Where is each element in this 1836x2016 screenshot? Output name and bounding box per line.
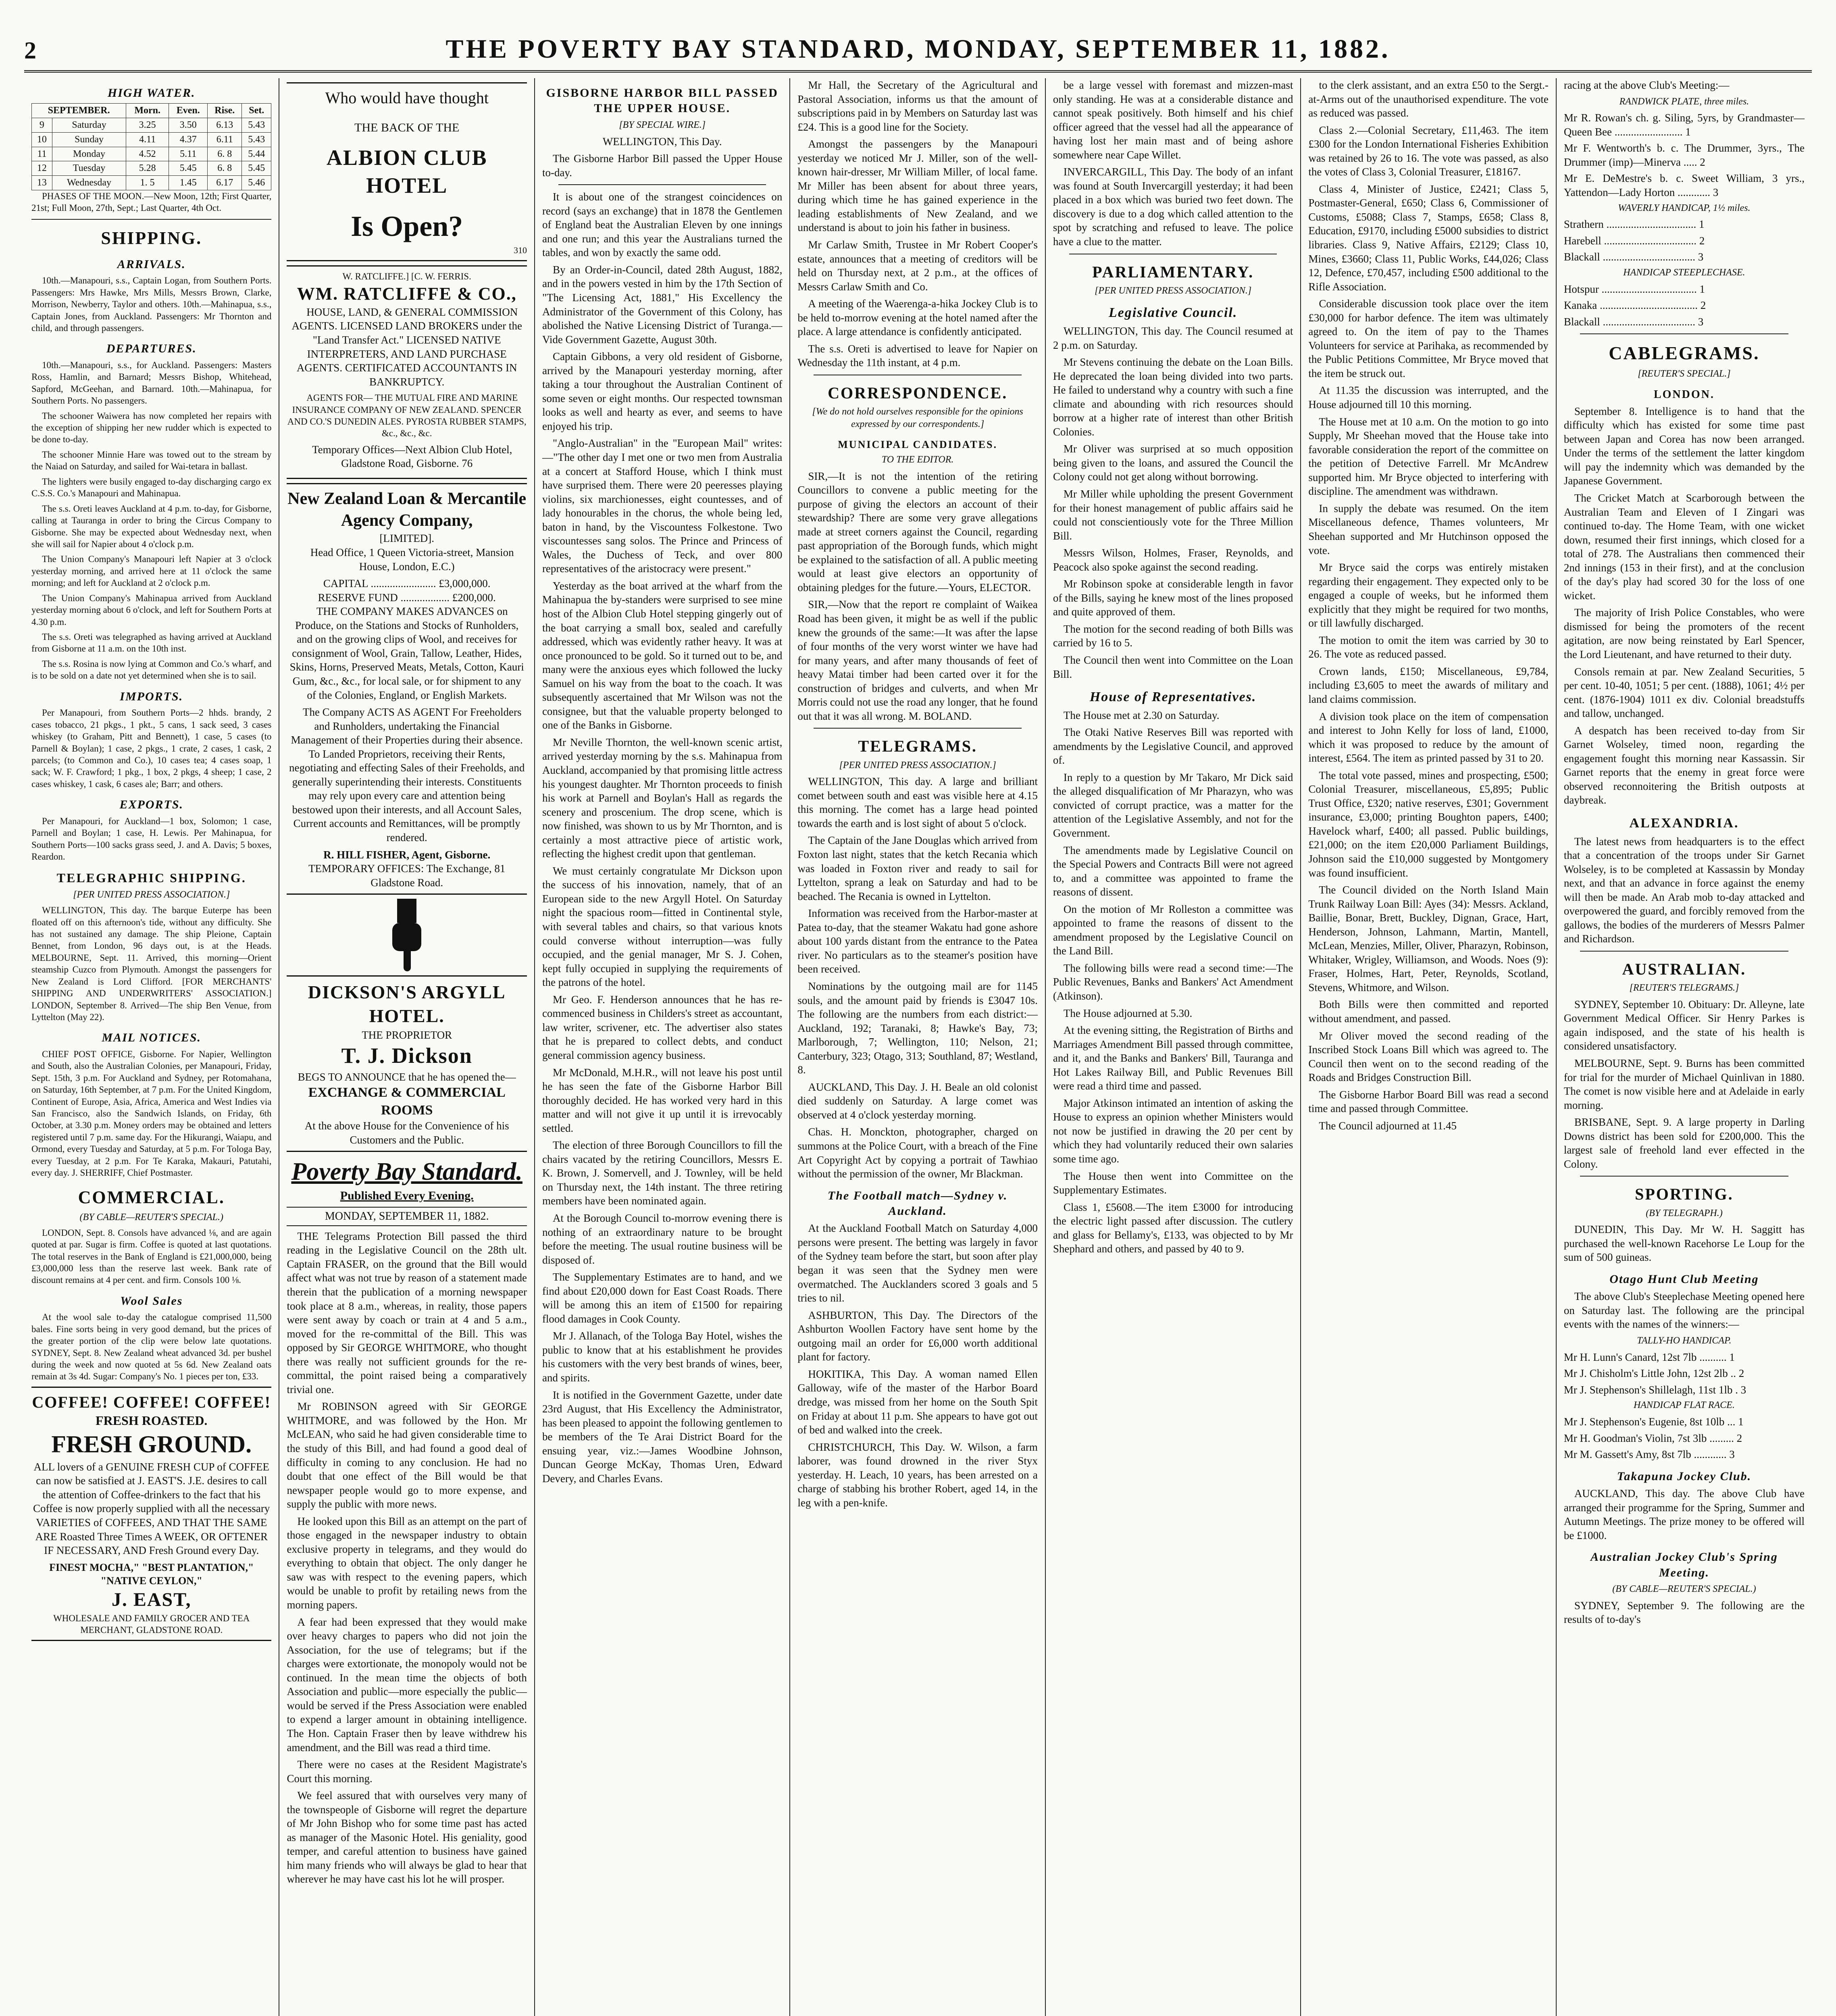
race-1-title: RANDWICK PLATE, three miles. xyxy=(1619,96,1749,107)
race-entry: Hotspur ................................... 1 xyxy=(1563,283,1705,295)
dickson-rooms: EXCHANGE & COMMERCIAL ROOMS xyxy=(308,1085,506,1118)
paragraph: The total vote passed, mines and prospecting, £500; Colonial Treasurer, miscellaneous, £5,895; Public Trust Office, £320; native reserves, £301; Government insurance, £3,000; printing Boughton papers, £400; Havelock wharf, £400; all passed. Public buildings, £21,000; on the item £20,000 Parliament Buildings, Johnson said the £10,000 suggested by Montgomery was found insufficient. xyxy=(1308,769,1549,879)
mail-heading: MAIL NOTICES. xyxy=(102,1031,202,1045)
paragraph: Class 4, Minister of Justice, £2421; Class 5, Postmaster-General, £650; Class 6, Commissioner of Customs, £5088; Class 7, Stamps, £658; Class 8, Education, £9170, including £5000 subsidies to district libraries. Class 9, Native Affairs, £2129; Class 10, Mines, £3660; Class 11, Public Works, £44,026; Class 12, Defence, £70,457, including £500 additional to the Rifle Association. xyxy=(1308,183,1549,293)
race-entry: Mr E. DeMestre's b. c. Sweet William, 3 yrs., Yattendon—Lady Horton ............ 3 xyxy=(1563,172,1805,198)
paragraph: The Union Company's Mahinapua arrived from Auckland yesterday morning about 6 o'clock, and left for Southern Ports at 4.30 p.m. xyxy=(31,593,272,627)
tide-header-cell: Rise. xyxy=(208,104,242,118)
shipping-heading: SHIPPING. xyxy=(101,228,202,248)
australian-heading: AUSTRALIAN. xyxy=(1622,960,1746,978)
race-entry: Blackall .................................. 3 xyxy=(1563,315,1704,328)
harbor-bill-text: The Gisborne Harbor Bill passed the Upper House to-day. xyxy=(542,152,783,179)
paragraph: The majority of Irish Police Constables, who were dismissed for being the promoters of the recent agitation, are now being reinstated by Earl Spencer, the Lord Lieutenant, and have returned to their duty. xyxy=(1563,606,1805,660)
paragraph: A meeting of the Waerenga-a-hika Jockey Club is to be held to-morrow evening at the hotel named after the place. A large attendance is confidently anticipated. xyxy=(797,298,1038,338)
ratcliffe-offices: Temporary Offices—Next Albion Club Hotel, Gladstone Road, Gisborne. 76 xyxy=(312,443,512,470)
tide-cell: 5.43 xyxy=(242,118,271,133)
paragraph: Yesterday as the boat arrived at the wharf from the Mahinapua the by-standers were surprised to see mine host of the Albion Club Hotel stepping gingerly out of the boat carrying a small box, sealed and carefully addressed, which was evidently rather heavy. It was at once pronounced to be gold. So it turned out to be, and many were the anxious eyes which followed the lucky Samuel on his way from the boat to the coach. It was subsequently ascertained that Mr Wilson was not the consignee, but that the valuable property belonged to one of the Banks in Gisborne. xyxy=(542,579,783,731)
wool-heading: Wool Sales xyxy=(120,1294,183,1308)
paragraph: Mr Oliver moved the second reading of the Inscribed Stock Loans Bill which was agreed to. The Council then went on to the second reading of the Roads and Bridges Construction Bill. xyxy=(1308,1029,1549,1084)
dickson-body: BEGS TO ANNOUNCE that he has opened the— xyxy=(298,1070,516,1083)
race-entry: Mr J. Chisholm's Little John, 12st 2lb .. 2 xyxy=(1563,1367,1744,1380)
albion-number: 310 xyxy=(513,245,527,255)
otago-text: The above Club's Steeplechase Meeting opened here on Saturday last. The following are the principal events with the names of the winners:— xyxy=(1563,1290,1805,1331)
paragraph: MELBOURNE, Sept. 9. Burns has been committed for trial for the murder of Michael Quinlivan in 1880. The comet is now visible here and at Adelaide in early morning. xyxy=(1563,1057,1805,1111)
otago-heading: Otago Hunt Club Meeting xyxy=(1609,1272,1759,1286)
paragraph: The election of three Borough Councillors to fill the chairs vacated by the retiring Councillors, Messrs E. K. Brown, J. Somervell, and J. Townley, will be held on Thursday next, the 14th instant. The three retiring members have been nominated again. xyxy=(542,1139,783,1207)
alexandria-heading: ALEXANDRIA. xyxy=(1629,816,1739,831)
editorial xyxy=(287,1229,527,1886)
flat-results xyxy=(1564,1415,1805,1462)
paragraph: Mr Neville Thornton, the well-known scenic artist, arrived yesterday morning by the s.s. Mahinapua from Auckland, accompanied by that promising little actress his youngest daughter. Mr Thornton proceeds to finish his work at Parnell and Boylan's Hall as regards the scenery and proscenium. The drop scene, which is now finished, was shown to us by Mr Thornton, and is certainly a most attractive piece of artistic work, reflecting the highest credit upon that gentleman. xyxy=(542,736,783,860)
paragraph: The Union Company's Manapouri left Napier at 3 o'clock yesterday morning, and arrived here at 11 o'clock the same morning; and left for Auckland at 2 o'clock p.m. xyxy=(31,554,272,588)
paragraph: Mr Hall, the Secretary of the Agricultural and Pastoral Association, informs us that the amount of subscriptions paid in by Members on Saturday last was £24. This is a good line for the Society. xyxy=(797,79,1038,133)
coffee-line-1: COFFEE! COFFEE! COFFEE! xyxy=(32,1393,271,1411)
paragraph: The s.s. Oreti was telegraphed as having arrived at Auckland from Gisborne at 11 a.m. on the 10th inst. xyxy=(31,632,272,654)
nz-loan-body: THE COMPANY MAKES ADVANCES on Produce, on the Stations and Stocks of Runholders, and on the growing clips of Wool, and receives for consignment of Wool, Grain, Tallow, Leather, Hides, Skins, Horns, Preserved Meats, Metals, Cotton, Kauri Gum, &c., &c., for local sale, or for shipment to any of the Colonies, England, or English Markets. xyxy=(289,605,524,701)
paper-date: MONDAY, SEPTEMBER 11, 1882. xyxy=(287,1207,527,1226)
paragraph: Nominations by the outgoing mail are for 1145 souls, and the amount paid by friends is £3047 10s. The following are the numbers from each district:—Auckland, 192; Taranaki, 8; Hawke's Bay, 73; Marlborough, 7; Wellington, 110; Nelson, 21; Canterbury, 323; Otago, 313; Southland, 87; Westland, 8. xyxy=(797,980,1038,1076)
paragraph: The House adjourned at 5.30. xyxy=(1063,1007,1193,1019)
flat-title: HANDICAP FLAT RACE. xyxy=(1633,1400,1735,1411)
tide-cell: 1.45 xyxy=(169,175,208,190)
dickson-end: At the above House for the Convenience of his Customers and the Public. xyxy=(304,1120,509,1146)
paragraph: The schooner Minnie Hare was towed out to the stream by the Naiad on Saturday, and sailed for Wai-tetara in ballast. xyxy=(31,449,272,472)
paragraph: The Captain of the Jane Douglas which arrived from Foxton last night, states that the ketch Recania which was loaded in Foxton river and ready to sail for Lyttelton, sprang a leak on Saturday and had to be beached. The Recania is owned in Lyttelton. xyxy=(797,834,1038,902)
tide-cell: 5.46 xyxy=(242,175,271,190)
tide-cell: Monday xyxy=(52,147,126,161)
football-heading: The Football match—Sydney v. Auckland. xyxy=(827,1189,1008,1218)
paragraph: Mr McDonald, M.H.R., will not leave his post until he has seen the fate of the Gisborne Harbor Bill thoroughly decided. He has worked very hard in this matter and will not give it up until it is irrevocably settled. xyxy=(542,1066,783,1134)
paragraph: WELLINGTON, This day. A large and brilliant comet between south and east was visible here at 4.15 this morning. The comet has a large head pointed towards the earth and is lost sight of about 5 o'clock. xyxy=(797,775,1038,829)
paragraph: Class 1, £5608.—The item £3000 for introducing the electric light passed after discussion. The cutlery and glass for Bellamy's, £133, was objected to by Mr Shephard and others, and passed by 40 to 9. xyxy=(1053,1201,1293,1255)
nz-loan-temp: TEMPORARY OFFICES: The Exchange, 81 Gladstone Road. xyxy=(308,862,506,889)
paragraph: The Cricket Match at Scarborough between the Australian Team and Eleven of I Zingari was continued to-day. The Home Team, with one wicket down, resumed their first innings, which closed for a total of 278. The Australians then commenced their 2nd innings (153 in their first), and at the conclusion of the day's play had scored 30 for the loss of one wicket. xyxy=(1563,492,1805,602)
paragraph: SIR,—Now that the report re complaint of Waikea Road has been given, it might be as well if the public knew the grounds of the same:—It was after the lapse of four months of the very worst winter we have had for many years, and after many thousands of feet of heavy Matai timber had been carted over it for the construction of bridges and culverts, and when Mr Morris could not use the road any longer, that he found out that it was all wrong. M. BOLAND. xyxy=(797,598,1038,722)
coffee-line-2: FRESH ROASTED. xyxy=(96,1413,208,1428)
tide-cell: 5.43 xyxy=(242,132,271,147)
house-report-continued xyxy=(1308,78,1548,1133)
nz-loan-acts: The Company ACTS AS AGENT For Freeholders and Runholders, undertaking the Financial Management of their Properties during their absence. To Landed Proprietors, receiving their Rents, negotiating and effecting Sales of their Freeholds, and generally superintending their interests. Constituents may rely upon every care and attention being bestowed upon their interests, and all Account Sales, Current accounts and Remittances, will be promptly rendered. xyxy=(289,706,525,843)
tide-row xyxy=(32,147,271,161)
tide-cell: 11 xyxy=(32,147,52,161)
shipping-notes xyxy=(31,410,271,682)
tide-cell: 13 xyxy=(32,175,52,190)
paragraph: WELLINGTON, This day. The Council resumed at 2 p.m. on Saturday. xyxy=(1053,325,1293,351)
paragraph: In supply the debate was resumed. On the item Miscellaneous defence, Thames volunteers, Mr Sheehan supported and Mr Hutchinson opposed the vote. xyxy=(1308,502,1549,556)
moon-phases: PHASES OF THE MOON.—New Moon, 12th; First Quarter, 21st; Full Moon, 27th, Sept.; Last Quarter, 4th Oct. xyxy=(31,191,272,213)
column-4 xyxy=(790,78,1045,2016)
paragraph: SIR,—It is not the intention of the retiring Councillors to convene a public meeting for the purpose of giving the electors an account of their stewardship? There are some very grave allegations made at street corners against the Council, regarding past appropriation of the Borough funds, which might be explained to the satisfaction of all. A public meeting would at least give electors an opportunity of obtaining pledges for the future.—Yours, ELECTOR. xyxy=(797,470,1038,594)
tide-cell: Wednesday xyxy=(52,175,126,190)
nz-loan-agent: R. HILL FISHER, Agent, Gisborne. xyxy=(323,848,491,861)
newspaper-title: THE POVERTY BAY STANDARD, MONDAY, SEPTEMBER 11, 1882. xyxy=(445,34,1391,64)
paper-nameplate xyxy=(287,1156,527,1226)
race-entry: Mr H. Goodman's Violin, 7st 3lb ......... 2 xyxy=(1563,1432,1742,1444)
paragraph: be a large vessel with foremast and mizzen-mast only standing. He was at a considerable distance and cannot speak positively. Both himself and his chief officer agreed that the vessel had all the appearance of having lost her main mast and of being ashore somewhere near Cape Willet. xyxy=(1053,79,1293,161)
coffee-trade: WHOLESALE AND FAMILY GROCER AND TEA MERCHANT, GLADSTONE ROAD. xyxy=(53,1613,250,1635)
paragraph: Mr Robinson spoke at considerable length in favor of the Bills, saying he knew most of the lines proposed and quite approved of them. xyxy=(1053,578,1293,618)
paper-name: Poverty Bay Standard. xyxy=(291,1158,522,1186)
column-6 xyxy=(1301,78,1556,2016)
harbor-bill-sub: [BY SPECIAL WIRE.] xyxy=(619,119,706,130)
telegraphic-sub: [PER UNITED PRESS ASSOCIATION.] xyxy=(73,889,230,900)
football-text: At the Auckland Football Match on Saturday 4,000 persons were present. The betting was largely in favor of the Sydney team before the start, but soon after play began it was seen that the Sydney men were overmatched. The Aucklanders scored 3 goals and 5 tries to nil. xyxy=(797,1222,1038,1304)
tide-row xyxy=(32,161,271,176)
coffee-body: ALL lovers of a GENUINE FRESH CUP of COFFEE can now be satisfied at J. EAST'S. J.E. desires to call the attention of Coffee-drinkers to the fact that his Coffee is now properly supplied with all the necessary VARIETIES of COFFEES, AND THAT THE SAME ARE Roasted Three Times A WEEK, OR OFTENER IF NECESSARY, AND Fresh Ground every Day. xyxy=(33,1460,270,1557)
commercial-heading: COMMERCIAL. xyxy=(78,1187,225,1207)
ajc-heading: Australian Jockey Club's Spring Meeting. xyxy=(1590,1550,1778,1579)
takapuna-text: AUCKLAND, This day. The above Club have arranged their programme for the Spring, Summer and Autumn Meetings. The prize money to be offered will be £1000. xyxy=(1563,1487,1805,1541)
race-3-results xyxy=(1564,282,1805,329)
racing-intro: racing at the above Club's Meeting:— xyxy=(1563,79,1730,91)
race-entry: Mr R. Rowan's ch. g. Siling, 5yrs, by Grandmaster—Queen Bee ......................... 1 xyxy=(1563,112,1805,138)
paragraph: Mr Bryce said the corps was entirely mistaken regarding their engagement. They expected only to be engaged a couple of weeks, but he informed them explicitly that they might be required for two months, or till lawfully discharged. xyxy=(1308,561,1549,629)
paragraph: The Council adjourned at 11.45 xyxy=(1319,1119,1457,1132)
paragraph: Mr ROBINSON agreed with Sir GEORGE WHITMORE, and was followed by the Hon. Mr McLEAN, who said he had given considerable time to the study of this Bill, and had found a good deal of difficulty in coming to any conclusion. He had no doubt that one effect of the Bill would be that newspaper people would go to more expense, and supply the public with more news. xyxy=(287,1400,527,1510)
paragraph: There were no cases at the Resident Magistrate's Court this morning. xyxy=(287,1758,527,1785)
paragraph: A division took place on the item of compensation and interest to John Kelly for loss of land, £1000, which it was proposed to reduce by the amount of interest, £564. The item as printed passed by 31 to 20. xyxy=(1308,710,1549,764)
nz-loan-capital: CAPITAL ........................ £3,000,000. xyxy=(323,577,491,590)
paragraph: The following bills were read a second time:—The Public Revenues, Banks and Bankers' Act Amendment (Atkinson). xyxy=(1053,962,1293,1002)
tide-cell: 6.11 xyxy=(208,132,242,147)
telegrams xyxy=(797,775,1037,1181)
paragraph: BRISBANE, Sept. 9. A large property in Darling Downs district has been sold for £200,000. This the largest sale of freehold land ever effected in the Colony. xyxy=(1563,1116,1805,1170)
race-entry: Mr H. Lunn's Canard, 12st 7lb .......... 1 xyxy=(1563,1351,1735,1363)
column-1 xyxy=(24,78,279,2016)
paragraph: THE Telegrams Protection Bill passed the third reading in the Legislative Council on the 28th ult. Captain FRASER, on the ground that the Bill would affect what was not true by reason of a statement made therein that the publication of a morning newspaper took place at 8 a.m., whereas, in reality, those papers were sent away by coach or train at 4 and 5 a.m., moved for the re-committal of the Bill. This was opposed by Sir GEORGE WHITMORE, who thought there was really not sufficient grounds for the re-committal, the point raised being a comparatively trivial one. xyxy=(287,1230,527,1395)
parliamentary-sub: [PER UNITED PRESS ASSOCIATION.] xyxy=(1094,285,1252,296)
house-report xyxy=(1053,708,1293,1256)
correspondence-sub: MUNICIPAL CANDIDATES. xyxy=(838,438,997,450)
coffee-advert xyxy=(31,1387,271,1641)
paragraph: Both Bills were then committed and reported without amendment, and passed. xyxy=(1308,998,1549,1025)
albion-line-1: Who would have thought xyxy=(325,89,489,107)
arrivals-text: 10th.—Manapouri, s.s., Captain Logan, from Southern Ports. Passengers: Mrs Hawke, Mrs Mills, Messrs Brown, Clarke, Morrison, Newberry, Taylor and others. 10th.—Mahinapua, s.s., Captain Jones, from Auckland. Passengers: Mr Thornton and child, and through passengers. xyxy=(31,275,272,333)
telegrams-continued xyxy=(1053,78,1293,249)
tide-header-cell: Set. xyxy=(242,104,271,118)
paragraph: At the evening sitting, the Registration of Births and Marriages Amendment Bill passed through committee, and it, and the Banks and Bankers' Bill, Tauranga and Hot Lakes Railway Bill, and Public Revenues Bill were read a third time and passed. xyxy=(1053,1024,1293,1092)
paragraph: A fear had been expressed that they would make over heavy charges to papers who did not join the Association, for the use of telegrams; but if the charges were extortionate, the monopoly would not be continued. In the mean time the objects of both Association and public—more especially the public—would be served if the Press Association were enabled to expend a larger amount in obtaining intelligence. The Hon. Captain Fraser then by leave withdrew his amendment, and the Bill was read a third time. xyxy=(287,1616,527,1754)
exports-text: Per Manapouri, for Auckland—1 box, Solomon; 1 case, Parnell and Boylan; 1 case, H. Lewis. Per Mahinapua, for Southern Ports—100 sacks grass seed, J. and A. Davis; 5 boxes, Reardon. xyxy=(31,816,272,862)
alexandria-text: The latest news from headquarters is to the effect that a concentration of the troops under Sir Garnet Wolseley, is to be completed at Kassassin by Monday next, and that an advance in force against the enemy will then be made. An Arab mob to-day attacked and overpowered the guard, and forcibly removed from the gallows, the bodies of the murderers of Messrs Palmer and Richardson. xyxy=(1563,835,1805,945)
albion-advert xyxy=(287,82,527,261)
correspondence-to: TO THE EDITOR. xyxy=(881,454,954,465)
albion-line-3: ALBION CLUB HOTEL xyxy=(326,145,487,198)
paragraph: We must certainly congratulate Mr Dickson upon the success of his innovation, namely, that of an European side to the new Argyll Hotel. On Saturday night the spacious room—fitted in Continental style, with several tables and chairs, so that various knots could converse without interruption—was fully occupied, and the genial manager, Mr S. J. Cohen, kept fully occupied in supplying the requirements of the patrons of the hotel. xyxy=(542,864,783,989)
tide-cell: 4.11 xyxy=(126,132,169,147)
cablegrams-place: LONDON. xyxy=(1653,388,1715,401)
paragraph: Mr Miller while upholding the present Government for their honest management of public affairs said he could not conscientiously vote for the Three Million Bill. xyxy=(1053,488,1293,542)
ajc-sub: (BY CABLE—REUTER'S SPECIAL.) xyxy=(1612,1584,1756,1595)
dickson-name: T. J. Dickson xyxy=(341,1043,473,1068)
sporting-sub: (BY TELEGRAPH.) xyxy=(1646,1208,1723,1218)
hokitika-text: HOKITIKA, This Day. A woman named Ellen Galloway, wife of the master of the Harbor Board dredge, was missed from her home on the South Spit on Friday at about 11 p.m. She appears to have got out of bed and walked into the creek. xyxy=(797,1368,1038,1436)
nz-loan-head: Head Office, 1 Queen Victoria-street, Mansion House, London, E.C.) xyxy=(310,546,514,573)
local-news-continued xyxy=(797,78,1037,370)
paragraph: Mr Carlaw Smith, Trustee in Mr Robert Cooper's estate, announces that a meeting of creditors will be held on Thursday next, at 2 p.m., at the offices of Messrs Carlaw Smith and Co. xyxy=(797,239,1038,293)
nz-loan-advert xyxy=(287,483,527,895)
race-entry: Mr F. Wentworth's b. c. The Drummer, 3yrs., The Drummer (imp)—Minerva ..... 2 xyxy=(1563,142,1805,168)
paragraph: By an Order-in-Council, dated 28th August, 1882, and in the powers vested in him by the 17th Section of "The Licensing Act, 1881," His Excellency the Administrator of the Government of this Colony, has abolished the Native Licensing District of Turanga.—Vide Government Gazette, August 30th. xyxy=(542,263,783,346)
cablegrams xyxy=(1564,404,1805,807)
paragraph: The s.s. Rosina is now lying at Common and Co.'s wharf, and is to be sold on a date not yet determined when she is to sail. xyxy=(31,658,272,681)
paragraph: The Gisborne Harbor Board Bill was read a second time and passed through Committee. xyxy=(1308,1088,1549,1115)
tide-body xyxy=(32,118,271,190)
column-7 xyxy=(1557,78,1812,2016)
tide-cell: 6.13 xyxy=(208,118,242,133)
coffee-line-3: FRESH GROUND. xyxy=(51,1431,252,1458)
ratcliffe-advert xyxy=(287,265,527,479)
paragraph: AUCKLAND, This Day. J. H. Beale an old colonist died suddenly on Saturday. A large comet was observed at 4 o'clock yesterday morning. xyxy=(797,1081,1038,1121)
paragraph: "Anglo-Australian" in the "European Mail" writes:—"The other day I met one or two men from Australia at a concert at Stafford House, which I think must have surprised them. There were 20 peeresses playing violins, six marchionesses, eight countesses, and of lady honourables in the chorus, the whole being led, baton in hand, by the Viscountess Folkestone. Two viscountesses sang solos. The Prince and Princess of Wales, the Duchess of Teck, and over 800 representatives of the aristocracy were present." xyxy=(542,437,783,575)
ratcliffe-top: W. RATCLIFFE.] [C. W. FERRIS. xyxy=(342,271,471,282)
race-3-title: HANDICAP STEEPLECHASE. xyxy=(1623,267,1745,278)
paragraph: Mr Stevens continuing the debate on the Loan Bills. He deprecated the loan being divided into two parts. He failed to understand why a country with such a fine climate and abounding with rich resources should borrow at a higher rate of interest than other British Colonies. xyxy=(1053,356,1293,438)
paragraph: Major Atkinson intimated an intention of asking the House to express an opinion whether Ministers would not now be justified in drawing the 20 per cent by which they had voluntarily reduced their own salaries some time ago. xyxy=(1053,1097,1293,1165)
tide-header-cell: Morn. xyxy=(126,104,169,118)
race-entry: Mr J. Stephenson's Shillelagh, 11st 1lb . 3 xyxy=(1563,1383,1746,1396)
paper-published: Published Every Evening. xyxy=(340,1189,474,1202)
commercial-text: LONDON, Sept. 8. Consols have advanced ⅛, and are again quoted at par. Sugar is firm. Coffee is quoted at last quotations. The total reserves in the Bank of England is £21,000,000, being £3,000,000 less than the reserve last week. Bank rate of discount remains at 4 per cent. and firm. Consols 100 ⅛. xyxy=(31,1227,272,1285)
tallyho-results xyxy=(1564,1350,1805,1397)
columns xyxy=(24,78,1812,2016)
column-2 xyxy=(279,78,535,2016)
race-2-title: WAVERLY HANDICAP, 1½ miles. xyxy=(1618,202,1751,213)
tide-cell: 5.28 xyxy=(126,161,169,176)
paragraph: The Otaki Native Reserves Bill was reported with amendments by the Legislative Council, and approved of. xyxy=(1053,726,1293,766)
tide-header-cell: Even. xyxy=(169,104,208,118)
paragraph: In reply to a question by Mr Takaro, Mr Dick said the alleged disqualification of Mr Pharazyn, who was convicted of corrupt practice, was a matter for the attention of the Legislative Assembly, and not for the Government. xyxy=(1053,771,1293,839)
tide-cell: 10 xyxy=(32,132,52,147)
paragraph: Mr J. Allanach, of the Tologa Bay Hotel, wishes the public to know that at his establishment he provides his customers with the very best brands of wines, beer, and spirits. xyxy=(542,1330,783,1384)
paragraph: The lighters were busily engaged to-day discharging cargo ex C.S.S. Co.'s Manapouri and Mahinapua. xyxy=(31,476,272,499)
paragraph: The motion to omit the item was carried by 30 to 26. The vote as reduced passed. xyxy=(1308,634,1549,660)
house-heading: House of Representatives. xyxy=(1089,689,1257,705)
tide-cell: 4.37 xyxy=(169,132,208,147)
dickson-proprietor: THE PROPRIETOR xyxy=(362,1029,452,1041)
tide-cell: 4.52 xyxy=(126,147,169,161)
paragraph: Information was received from the Harbor-master at Patea to-day, that the steamer Wakatu had gone ashore about 100 yards distant from the entrance to the Patea river. No particulars as to the steamer's position have been received. xyxy=(797,907,1038,975)
departures-heading: DEPARTURES. xyxy=(106,342,197,356)
race-entry: Harebell .................................. 2 xyxy=(1563,234,1705,247)
mail-text: CHIEF POST OFFICE, Gisborne. For Napier, Wellington and South, also the Australian Colonies, per Manapouri, Friday, Sept. 15th, 3 p.m. For Auckland and Sydney, per Rotomahana, on Saturday, 16th September, at 7 p.m. For the United Kingdom, Continent of Europe, Asia, Africa, America and West Indies via San Francisco, also the Sandwich Islands, on Friday, 6th October, at 3.30 p.m. Money orders may be obtained and letters registered until 7 p.m. same day. For the Hikurangi, Waiapu, and Ormond, every Tuesday and Saturday, at 5 p.m. For Tologa Bay, every Tuesday, at 2 p.m. For Te Karaka, Makauri, Patutahi, every day. J. SHERRIFF, Chief Postmaster. xyxy=(31,1049,272,1178)
correspondence-heading: CORRESPONDENCE. xyxy=(828,383,1008,402)
tide-cell: Tuesday xyxy=(52,161,126,176)
paragraph: The Council divided on the North Island Main Trunk Railway Loan Bill: Ayes (34): Messrs. Ackland, Baillie, Bonar, Brett, Buckley, Dignan, Grace, Hart, Henderson, Johnson, Lahmann, Martin, Mantell, McLean, Menzies, Miller, Oliver, Pharazyn, Robinson, Whitaker, Wrigley, Williamson, and Woods. Noes (9): Fraser, Holmes, Hart, Peter, Reynolds, Scotland, Stevens, Whitmore, and Wilson. xyxy=(1308,884,1549,993)
tide-row xyxy=(32,132,271,147)
paragraph: On the motion of Mr Rolleston a committee was appointed to frame the reasons of dissent to the amendment proposed by the Legislative Council on the Land Bill. xyxy=(1053,903,1293,957)
tide-header-row xyxy=(32,104,271,118)
paragraph: The Supplementary Estimates are to hand, and we find about £20,000 down for East Coast Roads. There will be among this an item of £1500 for repairing flood damages in Cook County. xyxy=(542,1271,783,1325)
departures-text: 10th.—Manapouri, s.s., for Auckland. Passengers: Masters Ross, Hamlin, and Barnard; Messrs Bishop, Whitehead, Sapford, McGeehan, and Barnard. 10th.—Mahinapua, for Southern Ports. No passengers. xyxy=(31,360,272,406)
tide-table xyxy=(31,103,271,190)
ratcliffe-agents: AGENTS FOR— THE MUTUAL FIRE AND MARINE INSURANCE COMPANY OF NEW ZEALAND. SPENCER AND CO.'S DUNEDIN ALES. PYROSTA RUBBER STAMPS, &c., &c., &c. xyxy=(287,393,527,439)
paragraph: Chas. H. Monckton, photographer, charged on summons at the Police Court, with a breach of the Fine Art Copyright Act by copying a portrait of Tawhiao without the permission of the owner, Mr Blackman. xyxy=(797,1126,1038,1180)
tide-row xyxy=(32,175,271,190)
paragraph: It is about one of the strangest coincidences on record (says an exchange) that in 1878 the Gentlemen of England beat the Australian Eleven by one innings and one run; and this year the Australians turned the tables, and won by exactly the same odd. xyxy=(542,191,783,259)
exports-heading: EXPORTS. xyxy=(119,798,183,812)
tide-cell: 1. 5 xyxy=(126,175,169,190)
tide-cell: 3.50 xyxy=(169,118,208,133)
page-number: 2 xyxy=(24,37,36,64)
telegrams-heading: TELEGRAMS. xyxy=(858,737,977,756)
imports-text: Per Manapouri, from Southern Ports—2 hhds. brandy, 2 cases tobacco, 21 pkgs., 1 pkt., 5 cans, 1 sack seed, 3 cases whiskey (to Graham, Pitt and Bennett), 1 case, 5 cases (to Parnell & Boylan); 1 case, 2 pkgs., 1 crate, 2 cases, 1 cask, 2 parcels; (to Common and Co.), 10 cases tea; 4 cases soap, 1 sack; W. F. Crawford; 1 pkg., 1 box, 2 pkgs, 4 sheep; 1 case, 2 cases whiskey, 1 cask, 6 cases ale; Barr; and others. xyxy=(31,708,272,789)
paragraph: SYDNEY, September 10. Obituary: Dr. Alleyne, late Government Medical Officer. Sir Henry Parkes is again indisposed, and the state of his health is considered unsatisfactory. xyxy=(1563,998,1805,1052)
australian-sub: [REUTER'S TELEGRAMS.] xyxy=(1629,983,1739,993)
tide-cell: 6. 8 xyxy=(208,161,242,176)
paragraph: INVERCARGILL, This Day. The body of an infant was found at South Invercargill yesterday; it had been placed in a box which was buried two feet down. The discovery is due to a dog which called attention to the spot by scratching and refused to leave. The police have a clue to the matter. xyxy=(1053,166,1293,248)
cablegrams-sub: [REUTER'S SPECIAL.] xyxy=(1638,369,1731,379)
paragraph: The amendments made by Legislative Council on the Special Powers and Contracts Bill were not agreed to, and a committee was appointed to frame the reasons of dissent. xyxy=(1053,844,1293,898)
cablegrams-heading: CABLEGRAMS. xyxy=(1609,343,1760,364)
tide-row xyxy=(32,118,271,133)
tallyho-title: TALLY-HO HANDICAP. xyxy=(1637,1335,1732,1346)
nz-loan-title: New Zealand Loan & Mercantile Agency Company, xyxy=(287,489,527,530)
harbor-bill-title: GISBORNE HARBOR BILL PASSED THE UPPER HOUSE. xyxy=(546,86,779,115)
tide-cell: 5.45 xyxy=(242,161,271,176)
paragraph: Captain Gibbons, a very old resident of Gisborne, arrived by the Manapouri yesterday morning, after taking a tour throughout the Australian Continent of some seven or eight months. Our respected townsman looks as well and hearty as ever, and seems to have enjoyed his trip. xyxy=(542,350,783,432)
christchurch-text: CHRISTCHURCH, This Day. W. Wilson, a farm laborer, was found drowned in the river Styx yesterday. H. Leach, 10 years, has been arrested on a charge of stabbing his brother Robert, aged 14, in the leg with a pen-knife. xyxy=(797,1441,1038,1509)
tide-heading: HIGH WATER. xyxy=(107,86,196,100)
paragraph: The Council then went into Committee on the Loan Bill. xyxy=(1053,654,1293,680)
albion-line-4: Is Open? xyxy=(351,210,463,242)
telegraphic-heading: TELEGRAPHIC SHIPPING. xyxy=(56,871,246,885)
race-entry: Blackall .................................. 3 xyxy=(1563,251,1704,263)
tide-cell: 9 xyxy=(32,118,52,133)
takapuna-heading: Takapuna Jockey Club. xyxy=(1617,1469,1752,1483)
paragraph: Mr Geo. F. Henderson announces that he has re-commenced business in Childers's street as accountant, law writer, scrivener, etc. The advertiser also states that he is prepared to collect debts, and conduct general commission agency business. xyxy=(542,993,783,1061)
race-1-results xyxy=(1564,111,1805,199)
letters xyxy=(797,469,1037,723)
race-entry: Mr J. Stephenson's Eugenie, 8st 10lb ... 1 xyxy=(1563,1416,1744,1428)
telegraphic-text: WELLINGTON, This day. The barque Euterpe has been floated off on this afternoon's tide, without any difficulty. She has not sustained any damage. The ship Pleione, Captain Bennet, from London, 96 days out, is at the Heads. MELBOURNE, Sept. 11. Arrived, this morning—Orient steamship Cuzco from Plymouth. Amongst the passengers for New Zealand is Lord Clifford. [FOR MERCHANTS' SHIPPING AND UNDERWRITERS' ASSOCIATION.] LONDON, September 8. Arrived—The ship Ben Venue, from Lyttelton (May 22). xyxy=(31,905,272,1022)
paragraph: A despatch has been received to-day from Sir Garnet Wolseley, timed noon, regarding the engagement fought this morning near Kassassin. Sir Garnet reports that the enemy in great force were observed reconnoitering the British outposts at daybreak. xyxy=(1563,724,1805,806)
race-entry: Strathern ................................. 1 xyxy=(1563,218,1705,231)
coffee-name: J. EAST, xyxy=(111,1589,192,1611)
nz-loan-limited: [LIMITED]. xyxy=(379,532,435,545)
tide-cell: Saturday xyxy=(52,118,126,133)
column-3 xyxy=(535,78,790,2016)
paragraph: Considerable discussion took place over the item £30,000 for harbor defence. The item was ultimately agreed to. On the item of pay to the Thames Volunteers for service at Parihaka, as recommended by the Public Petitions Committee, Mr Bryce moved that the item be struck out. xyxy=(1308,298,1549,379)
wool-text: At the wool sale to-day the catalogue comprised 11,500 bales. Fine sorts being in very good demand, but the prices of the greater portion of the clip were below late quotations. SYDNEY, Sept. 8. New Zealand wheat advanced 3d. per bushel during the week and now quoted at 5s 6d. New Zealand oats remain at 3s 4d. Sugar: Company's No. 1 pieces per ton, £33. xyxy=(31,1312,272,1382)
paragraph: Amongst the passengers by the Manapouri yesterday we noticed Mr J. Miller, son of the well-known hair-dresser, Mr William Miller, of local fame. Mr Miller has been absent for about three years, during which time he has gained experience in the leading establishments of New Zealand, and we understand is about to join his father in business. xyxy=(797,138,1038,234)
nz-loan-reserve: RESERVE FUND .................. £200,000. xyxy=(318,591,496,604)
paragraph: The s.s. Oreti leaves Auckland at 4 p.m. to-day, for Gisborne, calling at Tauranga in order to bring the Circus Company to Gisborne. She may be expected about Wednesday next, when she will sail for Napier about 4 o'clock p.m. xyxy=(31,503,272,549)
tide-cell: 6. 8 xyxy=(208,147,242,161)
masthead xyxy=(24,20,1812,73)
correspondence-note: [We do not hold ourselves responsible for the opinions expressed by our correspondents.] xyxy=(812,406,1023,429)
paragraph: At 11.35 the discussion was interrupted, and the House adjourned till 10 this morning. xyxy=(1308,384,1549,411)
tide-cell: 5.45 xyxy=(169,161,208,176)
paragraph: The schooner Waiwera has now completed her repairs with the exception of shipping her new rudder which is expected to be done to-day. xyxy=(31,410,272,445)
paragraph: The House met at 10 a.m. On the motion to go into Supply, Mr Sheehan moved that the House take into favorable consideration the report of the committee on the petition of Detective Farrell. Mr McAndrew supported him. Mr Bryce objected to interfering with discipline. The amendment was withdrawn. xyxy=(1308,415,1549,498)
tide-header-cell: SEPTEMBER. xyxy=(32,104,126,118)
paragraph: September 8. Intelligence is to hand that the difficulty which has existed for some time past between Japan and Corea has now been arranged. Under the terms of the settlement the latter kingdom will pay the indemnity which was demanded by the Japanese Government. xyxy=(1563,405,1805,487)
race-2-results xyxy=(1564,217,1805,264)
local-news xyxy=(542,190,782,1485)
ratcliffe-body: HOUSE, LAND, & GENERAL COMMISSION AGENTS. LICENSED LAND BROKERS under the "Land Transfer Act." LICENSED NATIVE INTERPRETERS, AND LAND PURCHASE AGENTS. CERTIFICATED ACCOUNTANTS IN BANKRUPTCY. xyxy=(291,306,522,388)
council-report xyxy=(1053,324,1293,681)
paragraph: Messrs Wilson, Holmes, Fraser, Reynolds, and Peacock also spoke against the second reading. xyxy=(1053,547,1293,573)
sporting-text: DUNEDIN, This Day. Mr W. H. Saggitt has purchased the well-known Racehorse Le Loup for the sum of 500 guineas. xyxy=(1563,1223,1805,1264)
paragraph: Consols remain at par. New Zealand Securities, 5 per cent. 10-40, 1051; 5 per cent. (1888), 1061; 4½ per cent. (1876-1904) 1011 ex div. Colonial breadstuffs and tallow, unchanged. xyxy=(1563,665,1805,720)
dickson-title: DICKSON'S ARGYLL HOTEL. xyxy=(308,982,506,1027)
paragraph: The s.s. Oreti is advertised to leave for Napier on Wednesday the 11th instant, at 4 p.m. xyxy=(797,342,1038,369)
paragraph: At the Borough Council to-morrow evening there is nothing of an extraordinary nature to be brought before the meeting. The usual routine business will be disposed of. xyxy=(542,1212,783,1266)
paragraph: It is notified in the Government Gazette, under date 23rd August, that His Excellency the Administrator, has been pleased to appoint the following gentlemen to be members of the Te Arai District Board for the ensuing year, viz.:—James Woodbine Johnson, Duncan George McKay, Thomas Uren, Edward Devery, and Charles Evans. xyxy=(542,1389,783,1485)
pointing-hand-icon xyxy=(383,899,431,971)
paragraph: to the clerk assistant, and an extra £50 to the Sergt.-at-Arms out of the unauthorised expenditure. The vote as reduced was passed. xyxy=(1308,79,1549,119)
paragraph: The House then went into Committee on the Supplementary Estimates. xyxy=(1053,1170,1293,1196)
dickson-advert xyxy=(287,975,527,1152)
sporting-heading: SPORTING. xyxy=(1635,1185,1734,1204)
race-entry: Mr M. Gassett's Amy, 8st 7lb ............ 3 xyxy=(1563,1448,1735,1461)
paragraph: The House met at 2.30 on Saturday. xyxy=(1063,709,1220,721)
arrivals-heading: ARRIVALS. xyxy=(117,257,186,271)
tide-cell: 3.25 xyxy=(126,118,169,133)
tide-cell: 5.44 xyxy=(242,147,271,161)
tide-cell: 5.11 xyxy=(169,147,208,161)
tide-cell: Sunday xyxy=(52,132,126,147)
ratcliffe-name: WM. RATCLIFFE & CO., xyxy=(297,283,517,304)
albion-line-2: THE BACK OF THE xyxy=(354,121,460,135)
harbor-bill-place: WELLINGTON, This Day. xyxy=(602,135,722,148)
paragraph: He looked upon this Bill as an attempt on the part of those engaged in the newspaper industry to obtain exclusive property in telegrams, and they would do everything to obtain that object. The only danger he saw was with respect to the evening papers, which would be unable to profit by retailing news from the morning papers. xyxy=(287,1515,527,1611)
coffee-brands: FINEST MOCHA," "BEST PLANTATION," "NATIVE CEYLON," xyxy=(49,1561,254,1587)
ashburton-text: ASHBURTON, This Day. The Directors of the Ashburton Woollen Factory have sent home by the outgoing mail an order for £6,000 worth additional plant for factory. xyxy=(797,1309,1038,1363)
parliamentary-heading: PARLIAMENTARY. xyxy=(1092,262,1254,281)
australian-news xyxy=(1564,998,1805,1171)
paragraph: Class 2.—Colonial Secretary, £11,463. The item £300 for the London International Fisheries Exhibition was retained by 26 to 16. The vote was passed, as also the votes of Class 3, Colonial Treasurer, £18167. xyxy=(1308,124,1549,178)
paragraph: The motion for the second reading of both Bills was carried by 16 to 5. xyxy=(1053,623,1293,649)
council-heading: Legislative Council. xyxy=(1108,305,1238,321)
paragraph: We feel assured that with ourselves very many of the townspeople of Gisborne will regret the departure of Mr John Bishop who for some time past has acted as manager of the Masonic Hotel. His geniality, good temper, and careful attention to business have gained him many friends who will always be glad to hear that wherever he may have cast his lot he will prosper. xyxy=(287,1789,527,1885)
imports-heading: IMPORTS. xyxy=(120,689,183,703)
tide-cell: 6.17 xyxy=(208,175,242,190)
column-5 xyxy=(1046,78,1301,2016)
commercial-sub: (BY CABLE—REUTER'S SPECIAL.) xyxy=(79,1212,223,1223)
telegrams-sub: [PER UNITED PRESS ASSOCIATION.] xyxy=(839,760,996,771)
paragraph: Crown lands, £150; Miscellaneous, £9,784, including £3,605 to meet the awards of military and land claims commission. xyxy=(1308,665,1549,705)
race-entry: Kanaka .................................... 2 xyxy=(1563,299,1706,312)
paragraph: Mr Oliver was surprised at so much opposition being given to the loans, and assured the Council the Colony could not get along without borrowing. xyxy=(1053,443,1293,483)
ajc-text: SYDNEY, September 9. The following are the results of to-day's xyxy=(1563,1599,1805,1626)
tide-cell: 12 xyxy=(32,161,52,176)
